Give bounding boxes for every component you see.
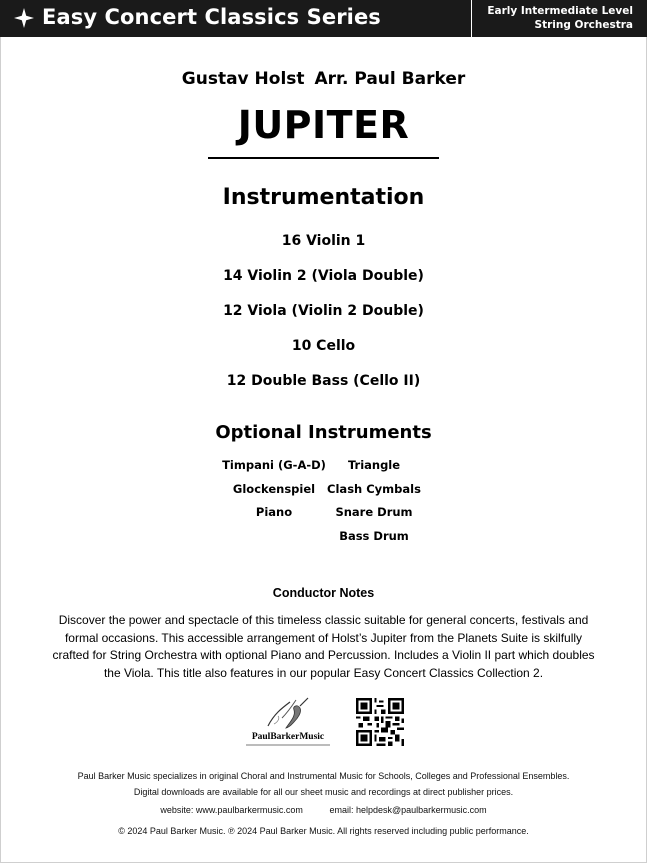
optional-instruments-heading: Optional Instruments [215,422,432,443]
footer-contact [0,805,647,815]
conductor-notes-body: Discover the power and spectacle of this timeless classic suitable for general concerts, festivals and formal occasions. This accessible arrangement of Holst’s Jupiter from the Planets Suite is skilfully crafted for String Orchestra with optional Piano and Percussion. Includes a Violin II part which doubles the Viola. This title also features in our popular Easy Concert Classics Collection 2. [52,613,595,680]
optional-item: Snare Drum [335,505,413,519]
title-underline [208,157,439,159]
instrument-item: 10 Cello [291,338,356,354]
arranger-name: Arr. Paul Barker [314,69,466,89]
header-bar [0,0,647,37]
logo-tagline-rule [246,744,330,746]
footer-downloads: Digital downloads are available for all our sheet music and recordings at direct publisher prices. [133,787,514,797]
publisher-logo [238,696,338,748]
instrumentation-heading: Instrumentation [222,185,425,210]
instrument-item: 14 Violin 2 (Viola Double) [223,268,424,284]
optional-item: Timpani (G-A-D) [222,458,326,472]
violin-logo-icon [238,696,338,732]
optional-item: Glockenspiel [232,481,316,496]
footer-copyright: © 2024 Paul Barker Music. ℗ 2024 Paul Barker Music. All rights reserved including public performance. [118,826,529,836]
star-icon [14,8,34,28]
instrumentation-list [0,233,647,408]
instrument-item: 16 Violin 1 [281,233,366,249]
logo-text: PaulBarkerMusic [251,732,325,742]
series-title: Easy Concert Classics Series [42,5,381,29]
header-divider [471,0,472,37]
optional-column-right [314,457,434,551]
footer-about: Paul Barker Music specializes in original Choral and Instrumental Music for Schools, Colleges and Professional Ensembles. [77,771,570,781]
instrument-item: 12 Double Bass (Cello II) [226,373,421,389]
optional-item: Clash Cymbals [327,481,421,496]
optional-item: Bass Drum [339,528,409,543]
instrument-item: 12 Viola (Violin 2 Double) [223,303,424,319]
header-level-info [473,4,633,32]
conductor-notes-heading: Conductor Notes [272,586,375,600]
composer-name: Gustav Holst [181,69,305,89]
footer-email-link[interactable]: email: helpdesk@paulbarkermusic.com [329,805,487,815]
optional-item: Triangle [347,458,401,472]
qr-code-icon [356,698,404,746]
level-label: Early Intermediate Level [487,5,633,17]
optional-item: Piano [255,505,293,519]
composer-line [0,69,647,89]
ensemble-label: String Orchestra [534,19,633,31]
footer-website-link[interactable]: website: www.paulbarkermusic.com [160,805,303,815]
piece-title: JUPITER [237,103,410,147]
